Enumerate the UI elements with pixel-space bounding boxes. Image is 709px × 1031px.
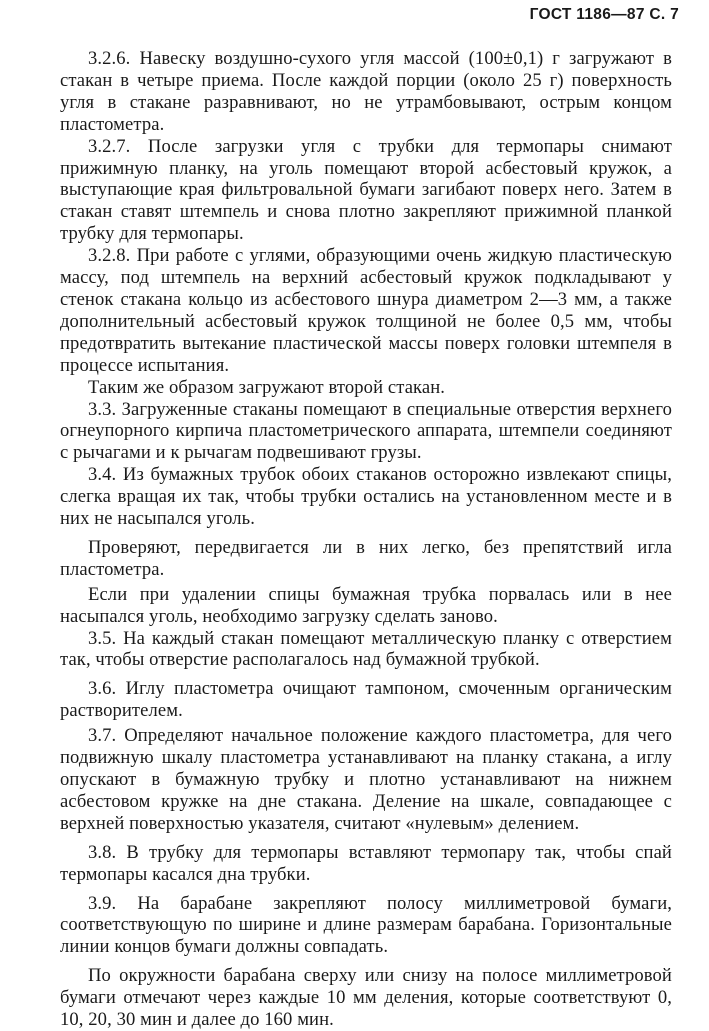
paragraph-3-2-6: 3.2.6. Навеску воздушно-сухого угля массой (100±0,1) г загружают в стакан в четыре приема. После каждой порции (около 25 г) поверхность угля в стакане разравнивают, но не утрамбовывают, острым концом пластометра. <box>60 48 672 135</box>
paragraph-3-9: 3.9. На барабане закрепляют полосу миллиметровой бумаги, соответствующую по ширине и длине размерам барабана. Горизонтальные линии концов бумаги должны совпадать. <box>60 892 672 958</box>
paragraph-drum-marks: По окружности барабана сверху или снизу на полосе миллиметровой бумаги отмечают через каждые 10 мм деления, которые соответствуют 0, 10, 20, 30 мин и далее до 160 мин. <box>60 965 672 1031</box>
paragraph-3-2-7: 3.2.7. После загрузки угля с трубки для термопары снимают прижимную планку, на уголь помещают второй асбестовый кружок, а выступающие края фильтровальной бумаги загибают поверх него. Затем в стакан ставят штемпель и снова плотно закрепляют прижимной планкой трубку для термопары. <box>60 135 672 245</box>
document-body <box>60 48 672 1031</box>
paragraph-3-4: 3.4. Из бумажных трубок обоих стаканов осторожно извлекают спицы, слегка вращая их так, чтобы трубки остались на установленном месте и в них не насыпался уголь. <box>60 464 672 530</box>
paragraph-3-2-8: 3.2.8. При работе с углями, образующими очень жидкую пластическую массу, под штемпель на верхний асбестовый кружок подкладывают у стенок стакана кольцо из асбестового шнура диаметром 2—3 мм, а также дополнительный асбестовый кружок толщиной не более 0,5 мм, чтобы предотвратить вытекание пластической массы поверх головки штемпеля в процессе испытания. <box>60 245 672 376</box>
paragraph-3-6: 3.6. Иглу пластометра очищают тампоном, смоченным органическим растворителем. <box>60 678 672 722</box>
paragraph-3-5: 3.5. На каждый стакан помещают металлическую планку с отверстием так, чтобы отверстие располагалось над бумажной трубкой. <box>60 627 672 671</box>
paragraph-second-cup: Таким же образом загружают второй стакан. <box>88 376 446 398</box>
paragraph-reload: Если при удалении спицы бумажная трубка порвалась или в нее насыпался уголь, необходимо загрузку сделать заново. <box>60 583 672 627</box>
paragraph-3-7: 3.7. Определяют начальное положение каждого пластометра, для чего подвижную шкалу пластометра устанавливают на планку стакана, а иглу опускают в бумажную трубку и плотно устанавливают на нижнем асбестовом кружке на дне стакана. Деление на шкале, совпадающее с верхней поверхностью указателя, считают «нулевым» делением. <box>60 725 672 834</box>
page-header: ГОСТ 1186—87 С. 7 <box>529 6 679 23</box>
paragraph-3-3: 3.3. Загруженные стаканы помещают в специальные отверстия верхнего огнеупорного кирпича пластометрического аппарата, штемпели соединяют с рычагами и к рычагам подвешивают грузы. <box>60 398 672 464</box>
paragraph-3-8: 3.8. В трубку для термопары вставляют термопару так, чтобы спай термопары касался дна трубки. <box>60 841 672 885</box>
paragraph-check-needle: Проверяют, передвигается ли в них легко, без препятствий игла пластометра. <box>60 536 672 580</box>
